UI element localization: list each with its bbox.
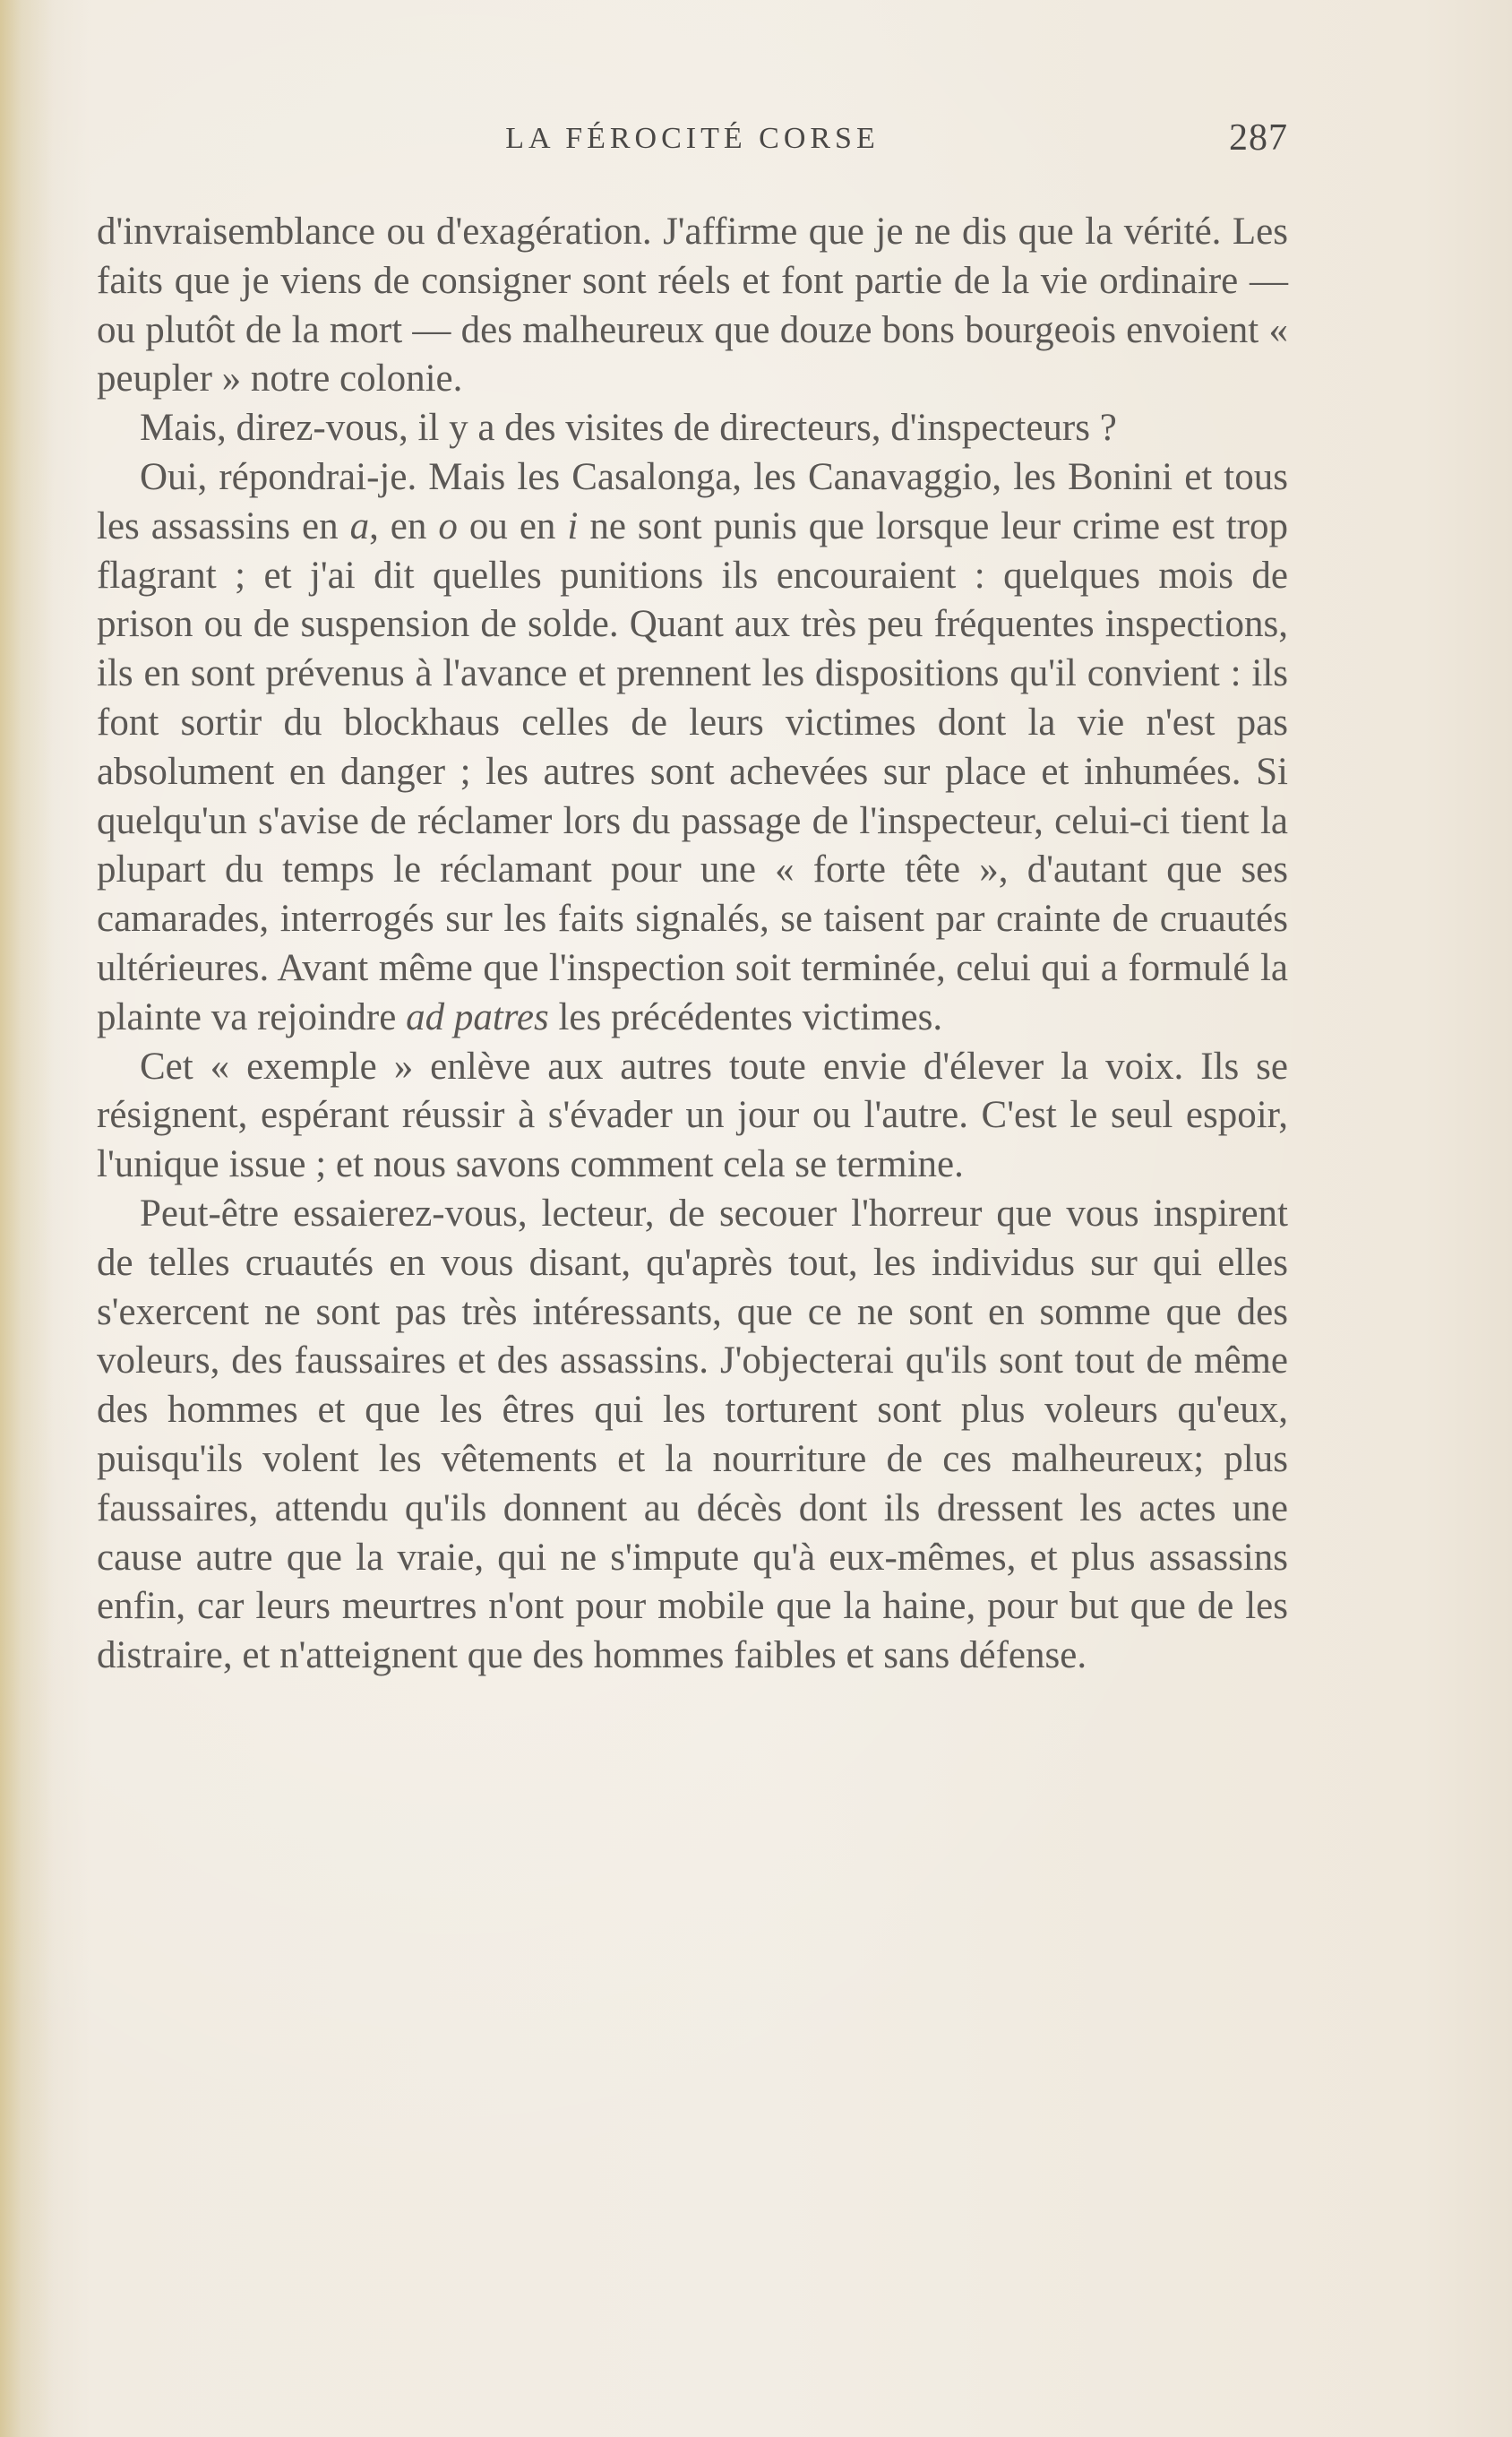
text-segment: Cet « exemple » enlève aux autres toute envie d'élever la voix. Ils se résignent, espérant réussir à s'évader un jour ou l'autre. C'est le seul espoir, l'unique issue ; et nous savons comment cela se termine.	[97, 1045, 1288, 1186]
text-segment: d'invraisemblance ou d'exagération. J'affirme que je ne dis que la vérité. Les faits que je viens de consigner sont réels et font partie de la vie ordinaire — ou plutôt de la mort — des malheureux que douze bons bourgeois envoient « peupler » notre colonie.	[97, 211, 1288, 400]
paragraph	[97, 453, 1288, 1043]
paragraph	[97, 1043, 1288, 1190]
text-segment: Oui, répondrai-je. Mais les Casalonga, les Canavaggio, les Bonini et tous les assassins en	[97, 455, 1288, 547]
page-binding-shadow	[0, 0, 54, 2437]
text-segment: ne sont punis que lorsque leur crime est trop flagrant ; et j'ai dit quelles punitions ils encouraient : quelques mois de prison ou de suspension de solde. Quant aux très peu fréquentes inspections, ils en sont prévenus à l'avance et prennent les dispositions qu'il convient : ils font sortir du blockhaus celles de leurs victimes dont la vie n'est pas absolument en danger ; les autres sont achevées sur place et inhumées. Si quelqu'un s'avise de réclamer lors du passage de l'inspecteur, celui-ci tient la plupart du temps le réclamant pour une « forte tête », d'autant que ses camarades, interrogés sur les faits signalés, se taisent par crainte de cruautés ultérieures. Avant même que l'inspection soit terminée, celui qui a formulé la plainte va rejoindre	[97, 504, 1289, 1038]
page-number: 287	[1229, 117, 1288, 159]
italic-text-segment: ad patres	[406, 995, 549, 1038]
paragraph	[97, 208, 1288, 404]
text-segment: , en	[369, 504, 439, 547]
italic-text-segment: o	[438, 504, 458, 547]
text-segment: Peut-être essaierez-vous, lecteur, de secouer l'horreur que vous inspirent de telles cruautés en vous disant, qu'après tout, les individus sur qui elles s'exercent ne sont pas très intéressants, que ce ne sont en somme que des voleurs, des faussaires et des assassins. J'objecterai qu'ils sont tout de même des hommes et que les êtres qui les torturent sont plus voleurs qu'eux, puisqu'ils volent les vêtements et la nourriture de ces malheureux; plus faussaires, attendu qu'ils donnent au décès dont ils dressent les actes une cause autre que la vraie, qui ne s'impute qu'à eux-mêmes, et plus assassins enfin, car leurs meurtres n'ont pour mobile que la haine, pour but que de les distraire, et n'atteignent que des hommes faibles et sans défense.	[97, 1192, 1288, 1677]
paragraph	[97, 1190, 1288, 1681]
body-text	[97, 208, 1288, 1681]
paragraph	[97, 404, 1288, 453]
italic-text-segment: i	[567, 504, 579, 547]
running-header	[97, 116, 1288, 161]
text-segment: ou en	[457, 504, 568, 547]
running-title: LA FÉROCITÉ CORSE	[505, 122, 880, 155]
text-segment: Mais, direz-vous, il y a des visites de directeurs, d'inspecteurs ?	[140, 407, 1117, 450]
text-segment: les précédentes victimes.	[548, 995, 943, 1038]
italic-text-segment: a	[349, 504, 370, 547]
